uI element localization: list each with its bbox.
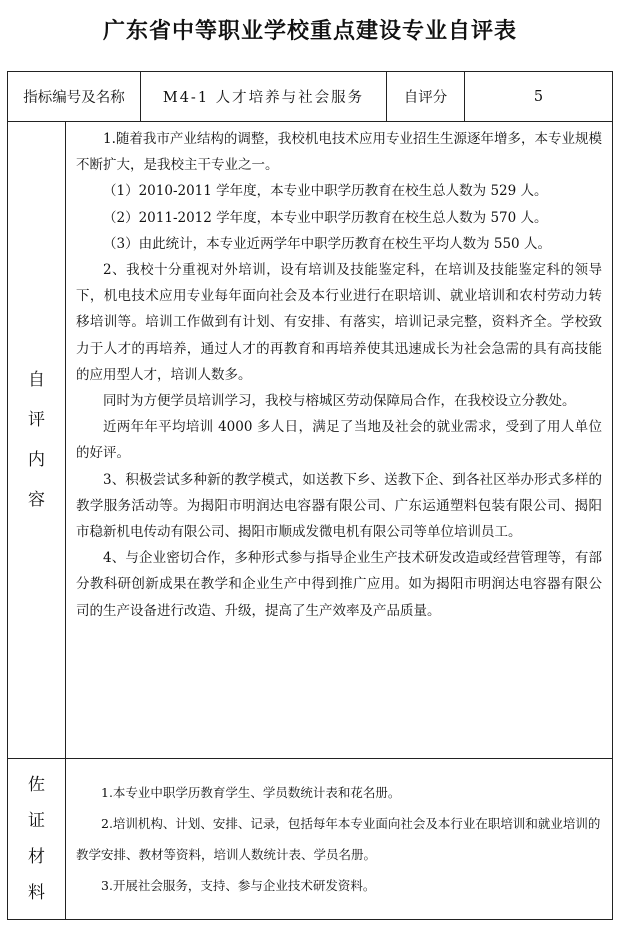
evidence-content bbox=[66, 759, 613, 920]
evidence-side-label bbox=[8, 759, 66, 920]
paragraph: （2）2011-2012 学年度，本专业中职学历教育在校生总人数为 570 人。 bbox=[103, 209, 548, 226]
side-char: 评 bbox=[28, 410, 45, 430]
side-char: 佐 bbox=[28, 775, 45, 795]
paragraph: 3、积极尝试多种新的教学模式，如送教下乡、送教下企、到各社区举办形式多样的教学服务活动等。为揭阳市明润达电容器有限公司、广东运通塑料包装有限公司、揭阳市稳新机电传动有限公司、揭阳市顺成发微电机有限公司等单位培训员工。 bbox=[76, 471, 602, 541]
header-row bbox=[8, 72, 613, 122]
page-title: 广东省中等职业学校重点建设专业自评表 bbox=[102, 19, 517, 44]
paragraph: 2、我校十分重视对外培训，设有培训及技能鉴定科，在培训及技能鉴定科的领导下，机电技术应用专业每年面向社会及本行业进行在职培训、就业培训和农村劳动力转移培训等。培训工作做到有计划、有安排、有落实，培训记录完整，资料齐全。学校致力于人才的再培养，通过人才的再教育和再培养使其迅速成长为社会急需的具有高技能的应用型人才，培训人数多。 bbox=[76, 262, 602, 383]
self-eval-side-label bbox=[8, 122, 66, 759]
side-char: 证 bbox=[28, 811, 45, 831]
paragraph: （1）2010-2011 学年度，本专业中职学历教育在校生总人数为 529 人。 bbox=[103, 183, 548, 200]
indicator-value: M4-1 人才培养与社会服务 bbox=[141, 72, 387, 122]
paragraph: 4、与企业密切合作，多种形式参与指导企业生产技术研发改造或经营管理等，有部分教科研创新成果在教学和企业生产中得到推广应用。如为揭阳市明润达电容器有限公司的生产设备进行改造、升级，提高了生产效率及产品质量。 bbox=[76, 550, 602, 619]
self-evaluation-table bbox=[7, 71, 613, 920]
paragraph: 同时为方便学员培训学习，我校与榕城区劳动保障局合作，在我校设立分教处。 bbox=[103, 393, 576, 410]
side-char: 料 bbox=[28, 883, 45, 903]
score-label: 自评分 bbox=[387, 72, 465, 122]
side-char: 自 bbox=[28, 370, 45, 390]
side-char: 内 bbox=[28, 450, 45, 470]
paragraph: （3）由此统计，本专业近两学年中职学历教育在校生平均人数为 550 人。 bbox=[103, 235, 551, 252]
indicator-label: 指标编号及名称 bbox=[8, 72, 141, 122]
self-eval-row bbox=[8, 122, 613, 759]
evidence-item: 2.培训机构、计划、安排、记录，包括每年本专业面向社会及本行业在职培训和就业培训的教学安排、教材等资料，培训人数统计表、学员名册。 bbox=[76, 816, 601, 862]
paragraph: 1.随着我市产业结构的调整，我校机电技术应用专业招生生源逐年增多，本专业规模不断扩大，是我校主干专业之一。 bbox=[76, 131, 602, 174]
side-char: 材 bbox=[28, 847, 45, 867]
side-char: 容 bbox=[28, 490, 45, 510]
self-eval-content bbox=[66, 122, 613, 759]
paragraph: 近两年年平均培训 4000 多人日，满足了当地及社会的就业需求，受到了用人单位的好评。 bbox=[76, 419, 602, 462]
evidence-item: 1.本专业中职学历教育学生、学员数统计表和花名册。 bbox=[101, 785, 401, 800]
evidence-row bbox=[8, 759, 613, 920]
score-value: 5 bbox=[465, 72, 613, 122]
evidence-item: 3.开展社会服务，支持、参与企业技术研发资料。 bbox=[101, 878, 376, 893]
